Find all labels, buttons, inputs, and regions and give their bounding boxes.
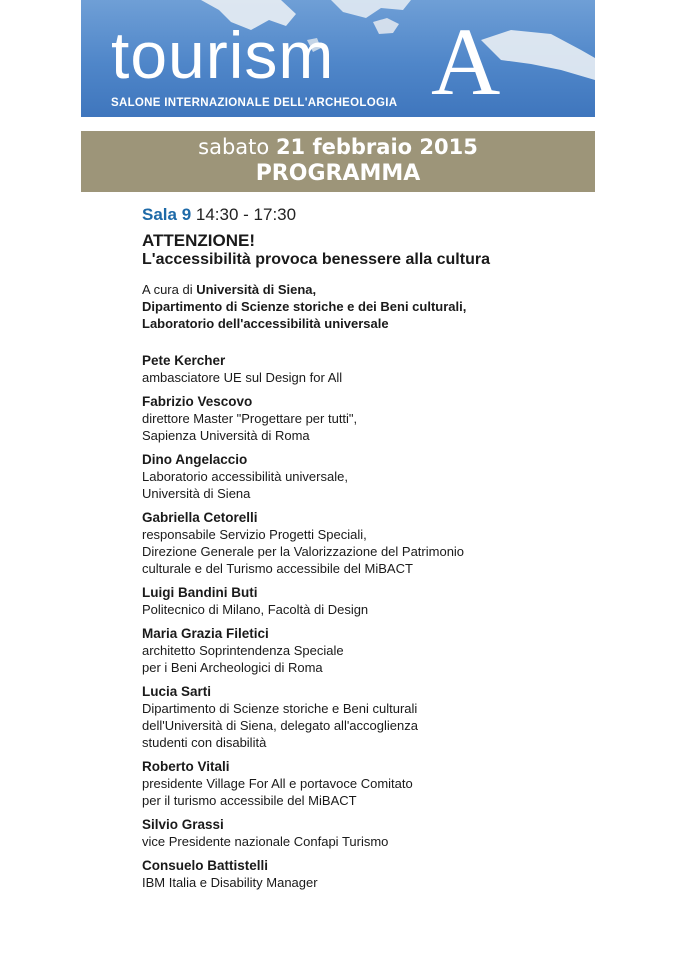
- speaker-role-line: IBM Italia e Disability Manager: [142, 875, 318, 890]
- speaker-role-line: architetto Soprintendenza Speciale: [142, 643, 344, 658]
- logo-subtitle: SALONE INTERNAZIONALE DELL'ARCHEOLOGIA: [111, 97, 398, 109]
- speaker-name: Maria Grazia Filetici: [142, 626, 269, 641]
- session-content: [142, 205, 602, 898]
- speaker-role-line: dell'Università di Siena, delegato all'accoglienza: [142, 718, 418, 733]
- speaker-item: [142, 625, 602, 676]
- speaker-item: [142, 584, 602, 618]
- event-day: sabato: [198, 135, 270, 159]
- curated-org-2: Dipartimento di Scienze storiche e dei Beni culturali,: [142, 299, 467, 314]
- session-room-time: [142, 205, 602, 225]
- speaker-role-line: Sapienza Università di Roma: [142, 428, 310, 443]
- speaker-name: Pete Kercher: [142, 353, 226, 368]
- speaker-item: [142, 509, 602, 577]
- session-time: 14:30 - 17:30: [195, 205, 297, 224]
- speaker-name: Luigi Bandini Buti: [142, 585, 258, 600]
- speaker-name: Dino Angelaccio: [142, 452, 248, 467]
- curated-org-1: Università di Siena,: [196, 282, 317, 297]
- speaker-role-line: Politecnico di Milano, Facoltà di Design: [142, 602, 369, 617]
- session-title: ATTENZIONE!: [142, 231, 256, 250]
- speaker-name: Lucia Sarti: [142, 684, 212, 699]
- speaker-role-line: studenti con disabilità: [142, 735, 267, 750]
- speaker-role-line: ambasciatore UE sul Design for All: [142, 370, 343, 385]
- speaker-name: Fabrizio Vescovo: [142, 394, 253, 409]
- speaker-name: Consuelo Battistelli: [142, 858, 269, 873]
- session-room: Sala 9: [142, 205, 192, 224]
- header-banner: [81, 0, 595, 117]
- session-subtitle: L'accessibilità provoca benessere alla cultura: [142, 251, 490, 268]
- speaker-role-line: Laboratorio accessibilità universale,: [142, 469, 348, 484]
- speaker-name: Gabriella Cetorelli: [142, 510, 258, 525]
- logo-wordmark: tourism: [111, 18, 335, 92]
- speaker-role-line: direttore Master "Progettare per tutti",: [142, 411, 358, 426]
- speaker-item: [142, 683, 602, 751]
- speaker-item: [142, 758, 602, 809]
- speaker-name: Roberto Vitali: [142, 759, 230, 774]
- speaker-item: [142, 393, 602, 444]
- speaker-role-line: per i Beni Archeologici di Roma: [142, 660, 323, 675]
- speaker-role-line: per il turismo accessibile del MiBACT: [142, 793, 357, 808]
- speaker-role-line: Università di Siena: [142, 486, 251, 501]
- speaker-role-line: Dipartimento di Scienze storiche e Beni culturali: [142, 701, 418, 716]
- speaker-item: [142, 857, 602, 891]
- speaker-item: [142, 352, 602, 386]
- date-bar: [81, 131, 595, 192]
- speaker-role-line: vice Presidente nazionale Confapi Turismo: [142, 834, 389, 849]
- program-heading: PROGRAMMA: [255, 161, 421, 186]
- speaker-role-line: culturale e del Turismo accessibile del MiBACT: [142, 561, 413, 576]
- speaker-role-line: Direzione Generale per la Valorizzazione del Patrimonio: [142, 544, 465, 559]
- speaker-item: [142, 451, 602, 502]
- speaker-list: [142, 352, 602, 891]
- event-date-value: 21 febbraio 2015: [275, 135, 478, 159]
- speaker-role-line: responsabile Servizio Progetti Speciali,: [142, 527, 367, 542]
- curated-org-3: Laboratorio dell'accessibilità universale: [142, 316, 389, 331]
- event-date: [81, 135, 595, 159]
- curated-prefix: A cura di: [142, 282, 193, 297]
- speaker-item: [142, 816, 602, 850]
- curated-by: [142, 281, 602, 332]
- speaker-name: Silvio Grassi: [142, 817, 224, 832]
- speaker-role-line: presidente Village For All e portavoce Comitato: [142, 776, 413, 791]
- logo-letter: A: [431, 8, 501, 115]
